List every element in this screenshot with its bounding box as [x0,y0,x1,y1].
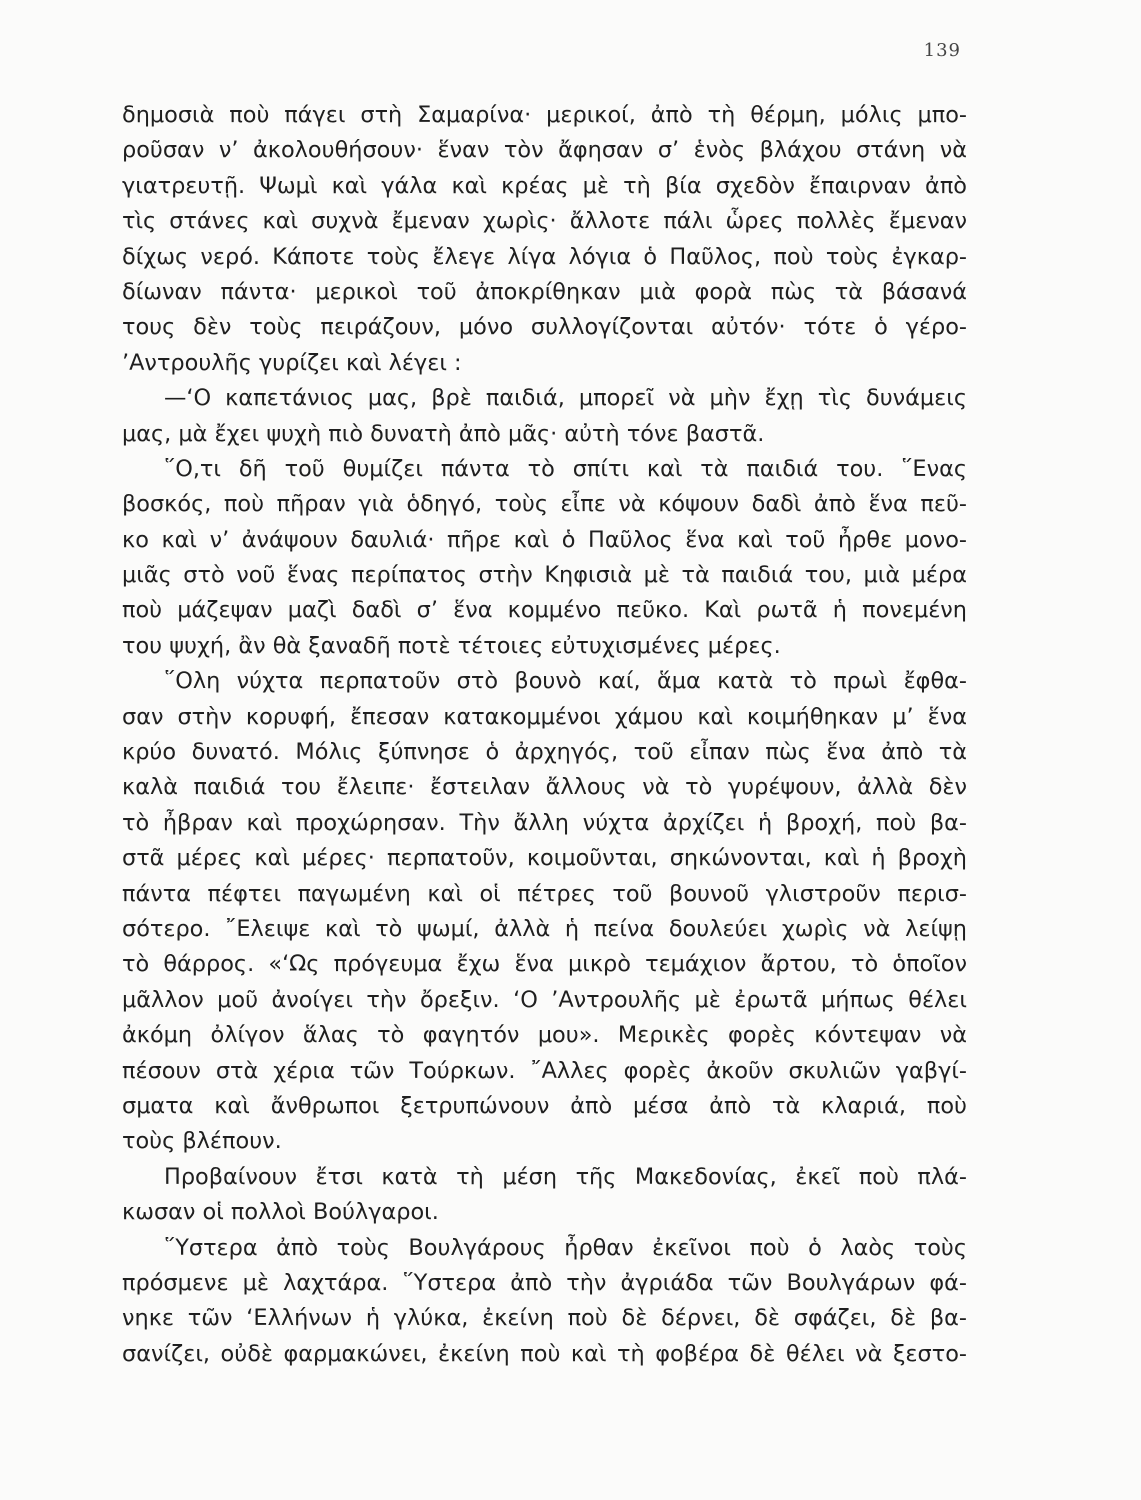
text-line: πάντα πέφτει παγωμένη καὶ οἱ πέτρες τοῦ βουνοῦ γλιστροῦν περισ- [122,880,967,907]
text-line: —‘Ο καπετάνιος μας, βρὲ παιδιά, μπορεῖ νὰ μὴν ἔχῃ τὶς δυνάμεις [164,385,967,412]
text-line: μας, μὰ ἔχει ψυχὴ πιὸ δυνατὴ ἀπὸ μᾶς· αὐτὴ τόνε βαστᾶ. [122,420,765,447]
text-line: κο καὶ ν’ ἀνάψουν δαυλιά· πῆρε καὶ ὁ Παῦλος ἕνα καὶ τοῦ ἦρθε μονο- [122,526,967,553]
text-line: ῞Ο,τι δῆ τοῦ θυμίζει πάντα τὸ σπίτι καὶ τὰ παιδιά του. ῞Ενας [164,455,967,482]
text-line: ροῦσαν ν’ ἀκολουθήσουν· ἕναν τὸν ἄφησαν σ’ ἑνὸς βλάχου στάνη νὰ [122,137,967,164]
text-line: δίωναν πάντα· μερικοὶ τοῦ ἀποκρίθηκαν μιὰ φορὰ πὼς τὰ βάσανά [122,278,967,305]
text-line: τους δὲν τοὺς πειράζουν, μόνο συλλογίζονται αὐτόν· τότε ὁ γέρο- [122,314,967,341]
text-line: Προβαίνουν ἔτσι κατὰ τὴ μέση τῆς Μακεδονίας, ἐκεῖ ποὺ πλά- [164,1163,967,1190]
text-line: σματα καὶ ἄνθρωποι ξετρυπώνουν ἀπὸ μέσα ἀπὸ τὰ κλαριά, ποὺ [122,1092,967,1119]
text-line: σανίζει, οὐδὲ φαρμακώνει, ἐκείνη ποὺ καὶ τὴ φοβέρα δὲ θέλει νὰ ξεστο- [122,1340,967,1367]
text-line: μᾶλλον μοῦ ἀνοίγει τὴν ὄρεξιν. ‘Ο ’Αντρουλῆς μὲ ἐρωτᾶ μήπως θέλει [122,986,967,1013]
text-line: κωσαν οἱ πολλοὶ Βούλγαροι. [122,1199,439,1226]
text-line: κρύο δυνατό. Μόλις ξύπνησε ὁ ἀρχηγός, τοῦ εἶπαν πὼς ἕνα ἀπὸ τὰ [122,739,967,766]
text-line: δημοσιὰ ποὺ πάγει στὴ Σαμαρίνα· μερικοί, ἀπὸ τὴ θέρμη, μόλις μπο- [122,102,967,128]
text-line: τοὺς βλέπουν. [122,1128,282,1155]
text-line: πρόσμενε μὲ λαχτάρα. ῞Υστερα ἀπὸ τὴν ἀγριάδα τῶν Βουλγάρων φά- [122,1269,967,1296]
text-line: δίχως νερό. Κάποτε τοὺς ἔλεγε λίγα λόγια ὁ Παῦλος, ποὺ τοὺς ἐγκαρ- [122,243,967,270]
text-line: τὸ ἦβραν καὶ προχώρησαν. Τὴν ἄλλη νύχτα ἀρχίζει ἡ βροχή, ποὺ βα- [122,809,967,836]
text-line: ῞Υστερα ἀπὸ τοὺς Βουλγάρους ἦρθαν ἐκεῖνοι ποὺ ὁ λαὸς τοὺς [164,1234,967,1261]
text-line: στᾶ μέρες καὶ μέρες· περπατοῦν, κοιμοῦνται, σηκώνονται, καὶ ἡ βροχὴ [122,845,967,872]
text-line: του ψυχή, ἂν θὰ ξαναδῆ ποτὲ τέτοιες εὐτυχισμένες μέρες. [122,632,781,659]
text-line: νηκε τῶν ‘Ελλήνων ἡ γλύκα, ἐκείνη ποὺ δὲ δέρνει, δὲ σφάζει, δὲ βα- [122,1305,967,1332]
text-line: τὸ θάρρος. «‘Ως πρόγευμα ἔχω ἕνα μικρὸ τεμάχιον ἄρτου, τὸ ὁποῖον [122,951,967,978]
text-line: πέσουν στὰ χέρια τῶν Τούρκων. ῎Αλλες φορὲς ἀκοῦν σκυλιῶν γαβγί- [122,1057,967,1084]
text-line: ’Αντρουλῆς γυρίζει καὶ λέγει : [122,349,462,376]
text-line: σαν στὴν κορυφή, ἔπεσαν κατακομμένοι χάμου καὶ κοιμήθηκαν μ’ ἕνα [122,703,967,730]
text-line: ἀκόμη ὀλίγον ἅλας τὸ φαγητόν μου». Μερικὲς φορὲς κόντεψαν νὰ [122,1022,967,1049]
text-line: σότερο. ῎Ελειψε καὶ τὸ ψωμί, ἀλλὰ ἡ πείνα δουλεύει χωρὶς νὰ λείψῃ [122,915,967,942]
text-line: τὶς στάνες καὶ συχνὰ ἔμεναν χωρὶς· ἄλλοτε πάλι ὧρες πολλὲς ἔμεναν [122,208,967,235]
text-line: ῞Ολη νύχτα περπατοῦν στὸ βουνὸ καί, ἅμα κατὰ τὸ πρωὶ ἔφθα- [164,668,967,695]
page-number: 139 [923,40,961,61]
text-line: ποὺ μάζεψαν μαζὶ δαδὶ σ’ ἕνα κομμένο πεῦκο. Καὶ ρωτᾶ ἡ πονεμένη [122,597,967,624]
text-line: βοσκός, ποὺ πῆραν γιὰ ὁδηγό, τοὺς εἶπε νὰ κόψουν δαδὶ ἀπὸ ἕνα πεῦ- [122,491,967,518]
text-line: καλὰ παιδιά του ἔλειπε· ἔστειλαν ἄλλους νὰ τὸ γυρέψουν, ἀλλὰ δὲν [122,774,967,801]
body-text [122,98,967,1372]
text-line: γιατρευτῇ. Ψωμὶ καὶ γάλα καὶ κρέας μὲ τὴ βία σχεδὸν ἔπαιρναν ἀπὸ [122,172,967,199]
text-line: μιᾶς στὸ νοῦ ἕνας περίπατος στὴν Κηφισιὰ μὲ τὰ παιδιά του, μιὰ μέρα [122,562,967,589]
